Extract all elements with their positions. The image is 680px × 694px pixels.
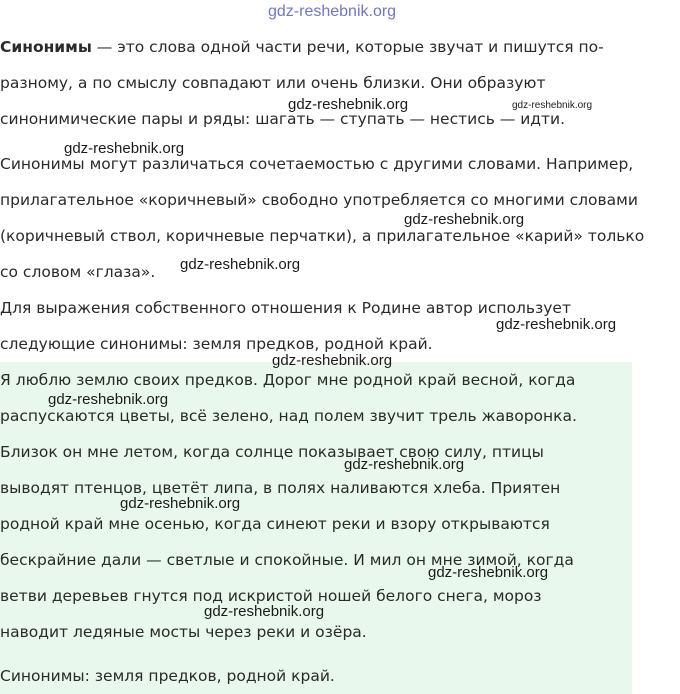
watermark: gdz-reshebnik.org: [496, 316, 617, 333]
watermark: gdz-reshebnik.org: [204, 603, 325, 620]
watermark: gdz-reshebnik.org: [288, 96, 409, 113]
answer-line: Близок он мне летом, когда солнце показывает свою силу, птицы: [0, 443, 544, 461]
theory-line: прилагательное «коричневый» свободно употребляется со многими словами: [0, 191, 638, 209]
watermark: gdz-reshebnik.org: [428, 564, 549, 581]
watermark: gdz-reshebnik.org: [344, 456, 465, 473]
theory-line: Синонимы могут различаться сочетаемостью с другими словами. Например,: [0, 155, 634, 173]
watermark: gdz-reshebnik.org: [120, 495, 241, 512]
answer-summary: Синонимы: земля предков, родной край.: [0, 667, 335, 685]
watermark: gdz-reshebnik.org: [268, 3, 397, 20]
watermark: gdz-reshebnik.org: [404, 211, 525, 228]
task-line: Для выражения собственного отношения к Родине автор использует: [0, 299, 571, 317]
theory-line: со словом «глаза».: [0, 263, 156, 281]
answer-line: родной край мне осенью, когда синеют реки и взору открываются: [0, 515, 550, 533]
answer-line: бескрайние дали — светлые и спокойные. И мил он мне зимой, когда: [0, 551, 574, 569]
answer-line: наводит ледяные мосты через реки и озёра.: [0, 623, 367, 641]
task-line: следующие синонимы: земля предков, родной край.: [0, 335, 433, 353]
term-synonyms: Синонимы: [0, 38, 92, 56]
answer-line: ветви деревьев гнутся под искристой ношей белого снега, мороз: [0, 587, 542, 605]
watermark: gdz-reshebnik.org: [48, 391, 169, 408]
answer-line: выводят птенцов, цветёт липа, в полях наливаются хлеба. Приятен: [0, 479, 561, 497]
theory-line: (коричневый ствол, коричневые перчатки), а прилагательное «карий» только: [0, 227, 645, 245]
theory-line: разному, а по смыслу совпадают или очень близки. Они образуют: [0, 74, 546, 92]
answer-line: распускаются цветы, всё зелено, над полем звучит трель жаворонка.: [0, 407, 577, 425]
answer-line: Я люблю землю своих предков. Дорог мне родной край весной, когда: [0, 371, 576, 389]
watermark: gdz-reshebnik.org: [64, 140, 185, 157]
theory-line: синонимические пары и ряды: шагать — ступать — нестись — идти.: [0, 110, 566, 128]
watermark: gdz-reshebnik.org: [272, 352, 393, 369]
definition-line: [0, 37, 604, 57]
watermark: gdz-reshebnik.org: [180, 256, 301, 273]
watermark: gdz-reshebnik.org: [512, 100, 593, 111]
definition-text: — это слова одной части речи, которые звучат и пишутся по-: [91, 38, 604, 56]
